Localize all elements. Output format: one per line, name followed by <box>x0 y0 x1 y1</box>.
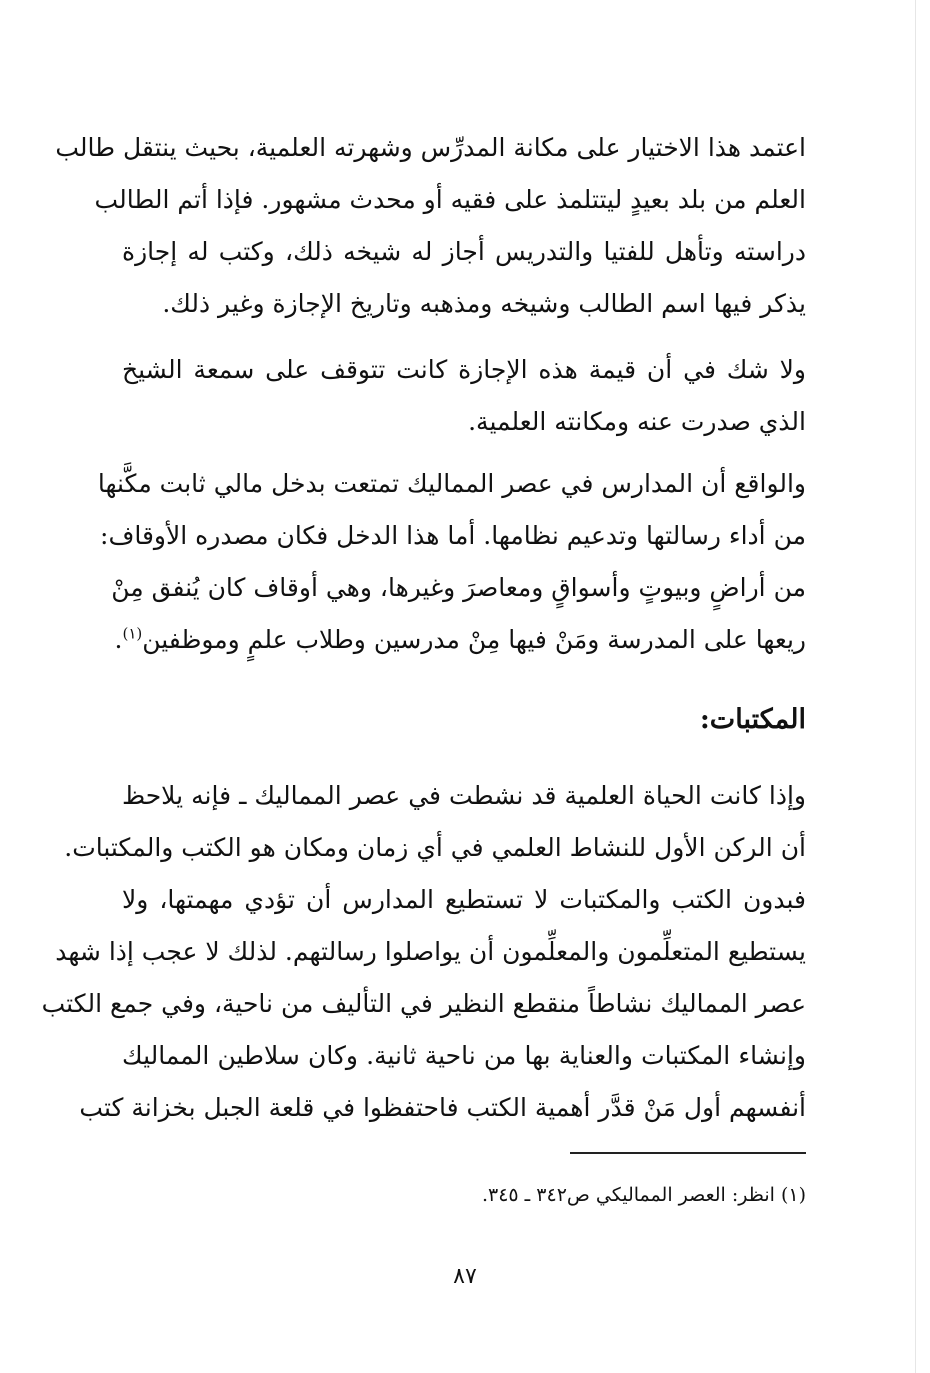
paragraph-line: عصر المماليك نشاطاً منقطع النظير في التأليف من ناحية، وفي جمع الكتب <box>41 989 806 1018</box>
paragraph-line: يستطيع المتعلِّمون والمعلِّمون أن يواصلوا رسالتهم. لذلك لا عجب إذا شهد <box>55 937 806 966</box>
paragraph-line: أن الركن الأول للنشاط العلمي في أي زمان ومكان هو الكتب والمكتبات. <box>64 833 806 862</box>
paragraph-line: وإنشاء المكتبات والعناية بها من ناحية ثانية. وكان سلاطين المماليك <box>122 1041 806 1070</box>
paragraph-line: اعتمد هذا الاختيار على مكانة المدرِّس وشهرته العلمية، بحيث ينتقل طالب <box>55 133 806 162</box>
paragraph-line: ولا شك في أن قيمة هذه الإجازة كانت تتوقف على سمعة الشيخ <box>122 355 806 384</box>
paragraph-line: دراسته وتأهل للفتيا والتدريس أجاز له شيخه ذلك، وكتب له إجازة <box>122 237 806 266</box>
paragraph-line: يذكر فيها اسم الطالب وشيخه ومذهبه وتاريخ الإجازة وغير ذلك. <box>162 289 806 318</box>
footnote-reference: (١) <box>122 624 143 643</box>
sentence-end-mark: . <box>114 625 123 654</box>
paragraph-line: العلم من بلد بعيدٍ ليتتلمذ على فقيه أو محدث مشهور. فإذا أتم الطالب <box>94 185 806 214</box>
paragraph-4 <box>41 770 806 1134</box>
page-number: ٨٧ <box>453 1264 477 1289</box>
paragraph-line: الذي صدرت عنه ومكانته العلمية. <box>468 407 806 436</box>
footnote: (١) انظر: العصر المماليكي ص٣٤٢ ـ ٣٤٥. <box>481 1184 806 1206</box>
paragraph-line: فبدون الكتب والمكتبات لا تستطيع المدارس أن تؤدي مهمتها، ولا <box>122 885 806 914</box>
paragraph-line: أنفسهم أول مَنْ قدَّر أهمية الكتب فاحتفظوا في قلعة الجبل بخزانة كتب <box>79 1093 806 1122</box>
footnote-separator <box>570 1152 806 1154</box>
paragraph-line-text: ريعها على المدرسة ومَنْ فيها مِنْ مدرسين وطلاب علمٍ وموظفين <box>142 625 806 654</box>
paragraph-line: من أراضٍ وبيوتٍ وأسواقٍ ومعاصرَ وغيرها، وهي أوقاف كان يُنفق مِنْ <box>111 573 806 602</box>
paragraph-2 <box>122 344 806 448</box>
section-heading: المكتبات: <box>699 704 806 735</box>
paragraph-line: والواقع أن المدارس في عصر المماليك تمتعت بدخل مالي ثابت مكَّنها <box>97 469 806 498</box>
paragraph-1 <box>55 122 806 330</box>
paragraph-line: من أداء رسالتها وتدعيم نظامها. أما هذا الدخل فكان مصدره الأوقاف: <box>100 521 806 550</box>
scan-edge-line <box>915 0 916 1373</box>
paragraph-line: وإذا كانت الحياة العلمية قد نشطت في عصر المماليك ـ فإنه يلاحظ <box>122 781 806 810</box>
paragraph-line-with-footnote <box>114 614 806 666</box>
paragraph-3 <box>97 458 806 666</box>
